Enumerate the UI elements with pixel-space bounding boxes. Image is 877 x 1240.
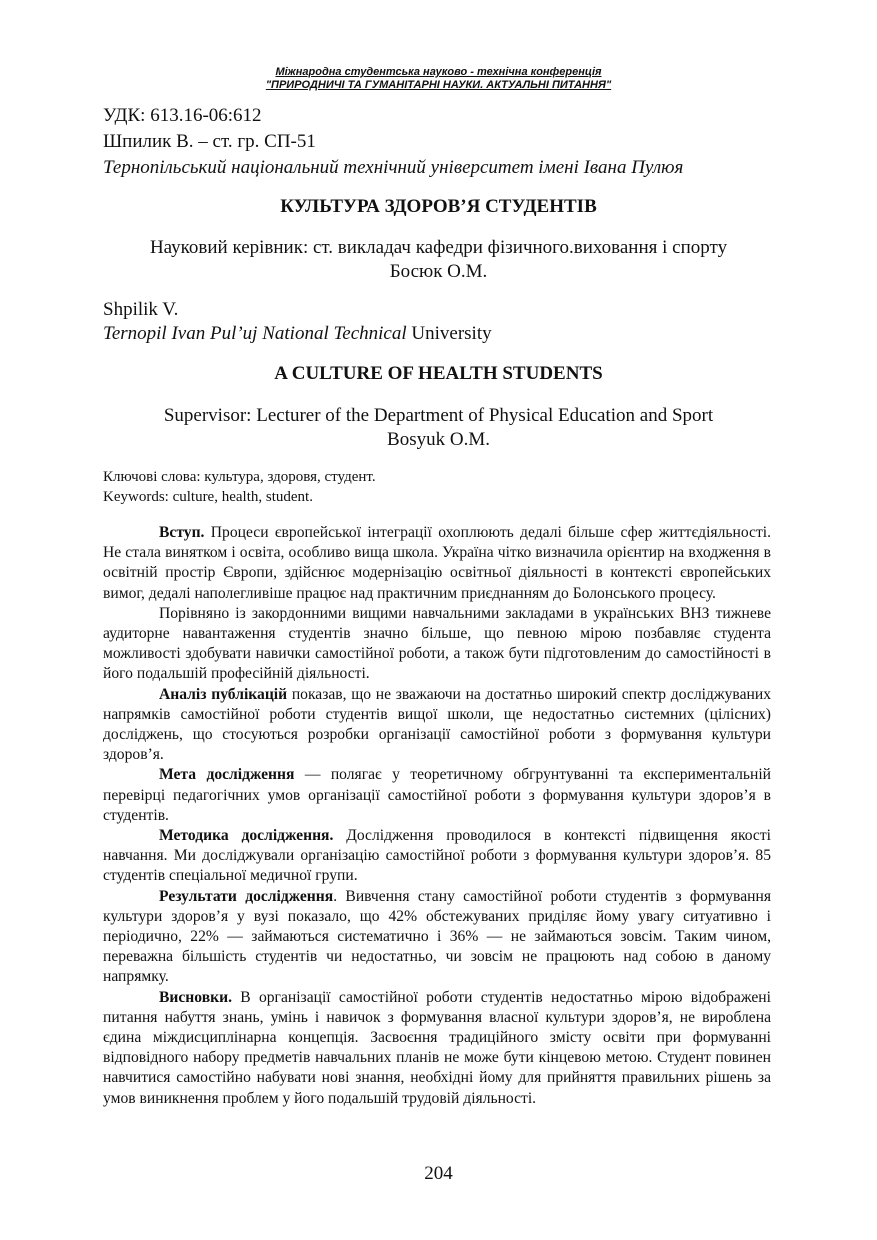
university-en-italic: Ternopil Ivan Pul’uj National Technical (103, 323, 407, 344)
paragraph-text: . Вивчення стану самостійної роботи студентів з формування культури здоров’я у вузі показало, що 42% обстежуваних приділяє йому увагу ситуативно і періодично, 22% — займаються систематично і 36% — не займаються зовсім. Таким чином, переважна більшість студентів чи недостатньо, чи зовсім не працюють над собою в даному напрямку. (103, 887, 771, 986)
paragraph-text: В організації самостійної роботи студентів недостатньо мірою відображені питання набуття знань, умінь і навичок з формування власної культури здоров’я, не вироблена єдина міждисциплінарна концепція. Засвоєння традиційного змісту освіти при формуванні відповідного набору предметів навчальних планів не може бути кінцевою метою. Студент повинен навчитися самостійно набувати нові знання, необхідні йому для прийняття правильних рішень за умов виникнення проблем у його подальшій трудовій діяльності. (103, 988, 771, 1107)
conference-name: Міжнародна студентська науково - технічна конференція (275, 66, 602, 78)
paragraph-lead: Методика дослідження. (159, 827, 334, 845)
supervisor-en-line1: Supervisor: Lecturer of the Department of Physical Education and Sport (163, 405, 714, 426)
paragraph-intro (103, 523, 771, 604)
supervisor-ua-line2: Босюк О.М. (389, 261, 488, 282)
udk-code: УДК: 613.16-06:612 (103, 105, 262, 126)
ua-meta (103, 104, 774, 180)
paragraph-text: показав, що не зважаючи на достатньо широкий спектр досліджуваних напрямків самостійної роботи студентів вищої школи, ще недостатньо системних (цілісних) досліджень, що стосуються розробки організації самостійної роботи з формування культури здоров’я. (103, 685, 772, 764)
keywords-en: Keywords: culture, health, student. (103, 489, 313, 505)
paragraph-method (103, 826, 771, 887)
paragraph-text: Процеси європейської інтеграції охоплюють дедалі більше сфер життєдіяльності. Не стала винятком і освіта, особливо вища школа. Україна чітко визначила орієнтир на входження в освітній простір Європи, здійснює модернізацію освітньої діяльності в контексті європейських вимог, дедалі наполегливіше працює над практичним приєднанням до Болонського процесу. (103, 524, 771, 602)
title-en: A CULTURE OF HEALTH STUDENTS (274, 363, 603, 384)
author-ua: Шпилик В. – ст. гр. СП-51 (103, 131, 316, 152)
university-ua: Тернопільський національний технічний університет імені Івана Пулюя (103, 157, 684, 178)
supervisor-ua-line1: Науковий керівник: ст. викладач кафедри фізичного.виховання і спорту (149, 237, 728, 258)
title-ua: КУЛЬТУРА ЗДОРОВ’Я СТУДЕНТІВ (280, 196, 597, 217)
paragraph-text: Дослідження проводилося в контексті підвищення якості навчання. Ми досліджували організацію самостійної роботи з формування культури здоров’я. 85 студентів спеціальної медичної групи. (103, 827, 771, 885)
paragraph-lead: Висновки. (159, 988, 232, 1006)
paragraph-lead: Аналіз публікацій (159, 685, 288, 703)
paragraph-lead: Результати дослідження (159, 887, 334, 905)
supervisor-ua (103, 236, 774, 284)
supervisor-en-line2: Bosyuk O.M. (387, 429, 490, 450)
paragraph-comparison (103, 604, 771, 685)
paragraph-text: Порівняно із закордонними вищими навчальними закладами в українських ВНЗ тижневе аудиторне навантаження студентів значно більше, що певною мірою позбавляє студента можливості здобувати навички самостійної роботи, а також бути підготовленим до самостійності в його подальшій професійній діяльності. (103, 604, 771, 683)
university-en (103, 322, 774, 346)
conference-theme: "ПРИРОДНИЧІ ТА ГУМАНІТАРНІ НАУКИ. АКТУАЛЬНІ ПИТАННЯ" (265, 79, 612, 91)
paragraph-text: — полягає у теоретичному обгрунтуванні та експериментальній перевірці педагогічних умов організації самостійної роботи з формування культури здоров’я в студентів. (103, 766, 771, 824)
paragraph-conclusions (103, 988, 771, 1109)
paragraph-lead: Мета дослідження (159, 766, 295, 784)
paragraph-analysis (103, 685, 771, 766)
paragraph-lead: Вступ. (159, 524, 205, 541)
author-en: Shpilik V. (103, 299, 179, 320)
conference-header (0, 66, 877, 92)
paragraph-goal (103, 765, 771, 826)
keywords (103, 467, 774, 507)
article-body (103, 523, 771, 1109)
keywords-ua: Ключові слова: культура, здоровя, студент. (103, 469, 376, 485)
page-number: 204 (424, 1163, 453, 1184)
university-en-rest: University (406, 323, 492, 344)
en-meta (103, 298, 774, 346)
supervisor-en (103, 404, 774, 452)
paragraph-results (103, 887, 771, 988)
